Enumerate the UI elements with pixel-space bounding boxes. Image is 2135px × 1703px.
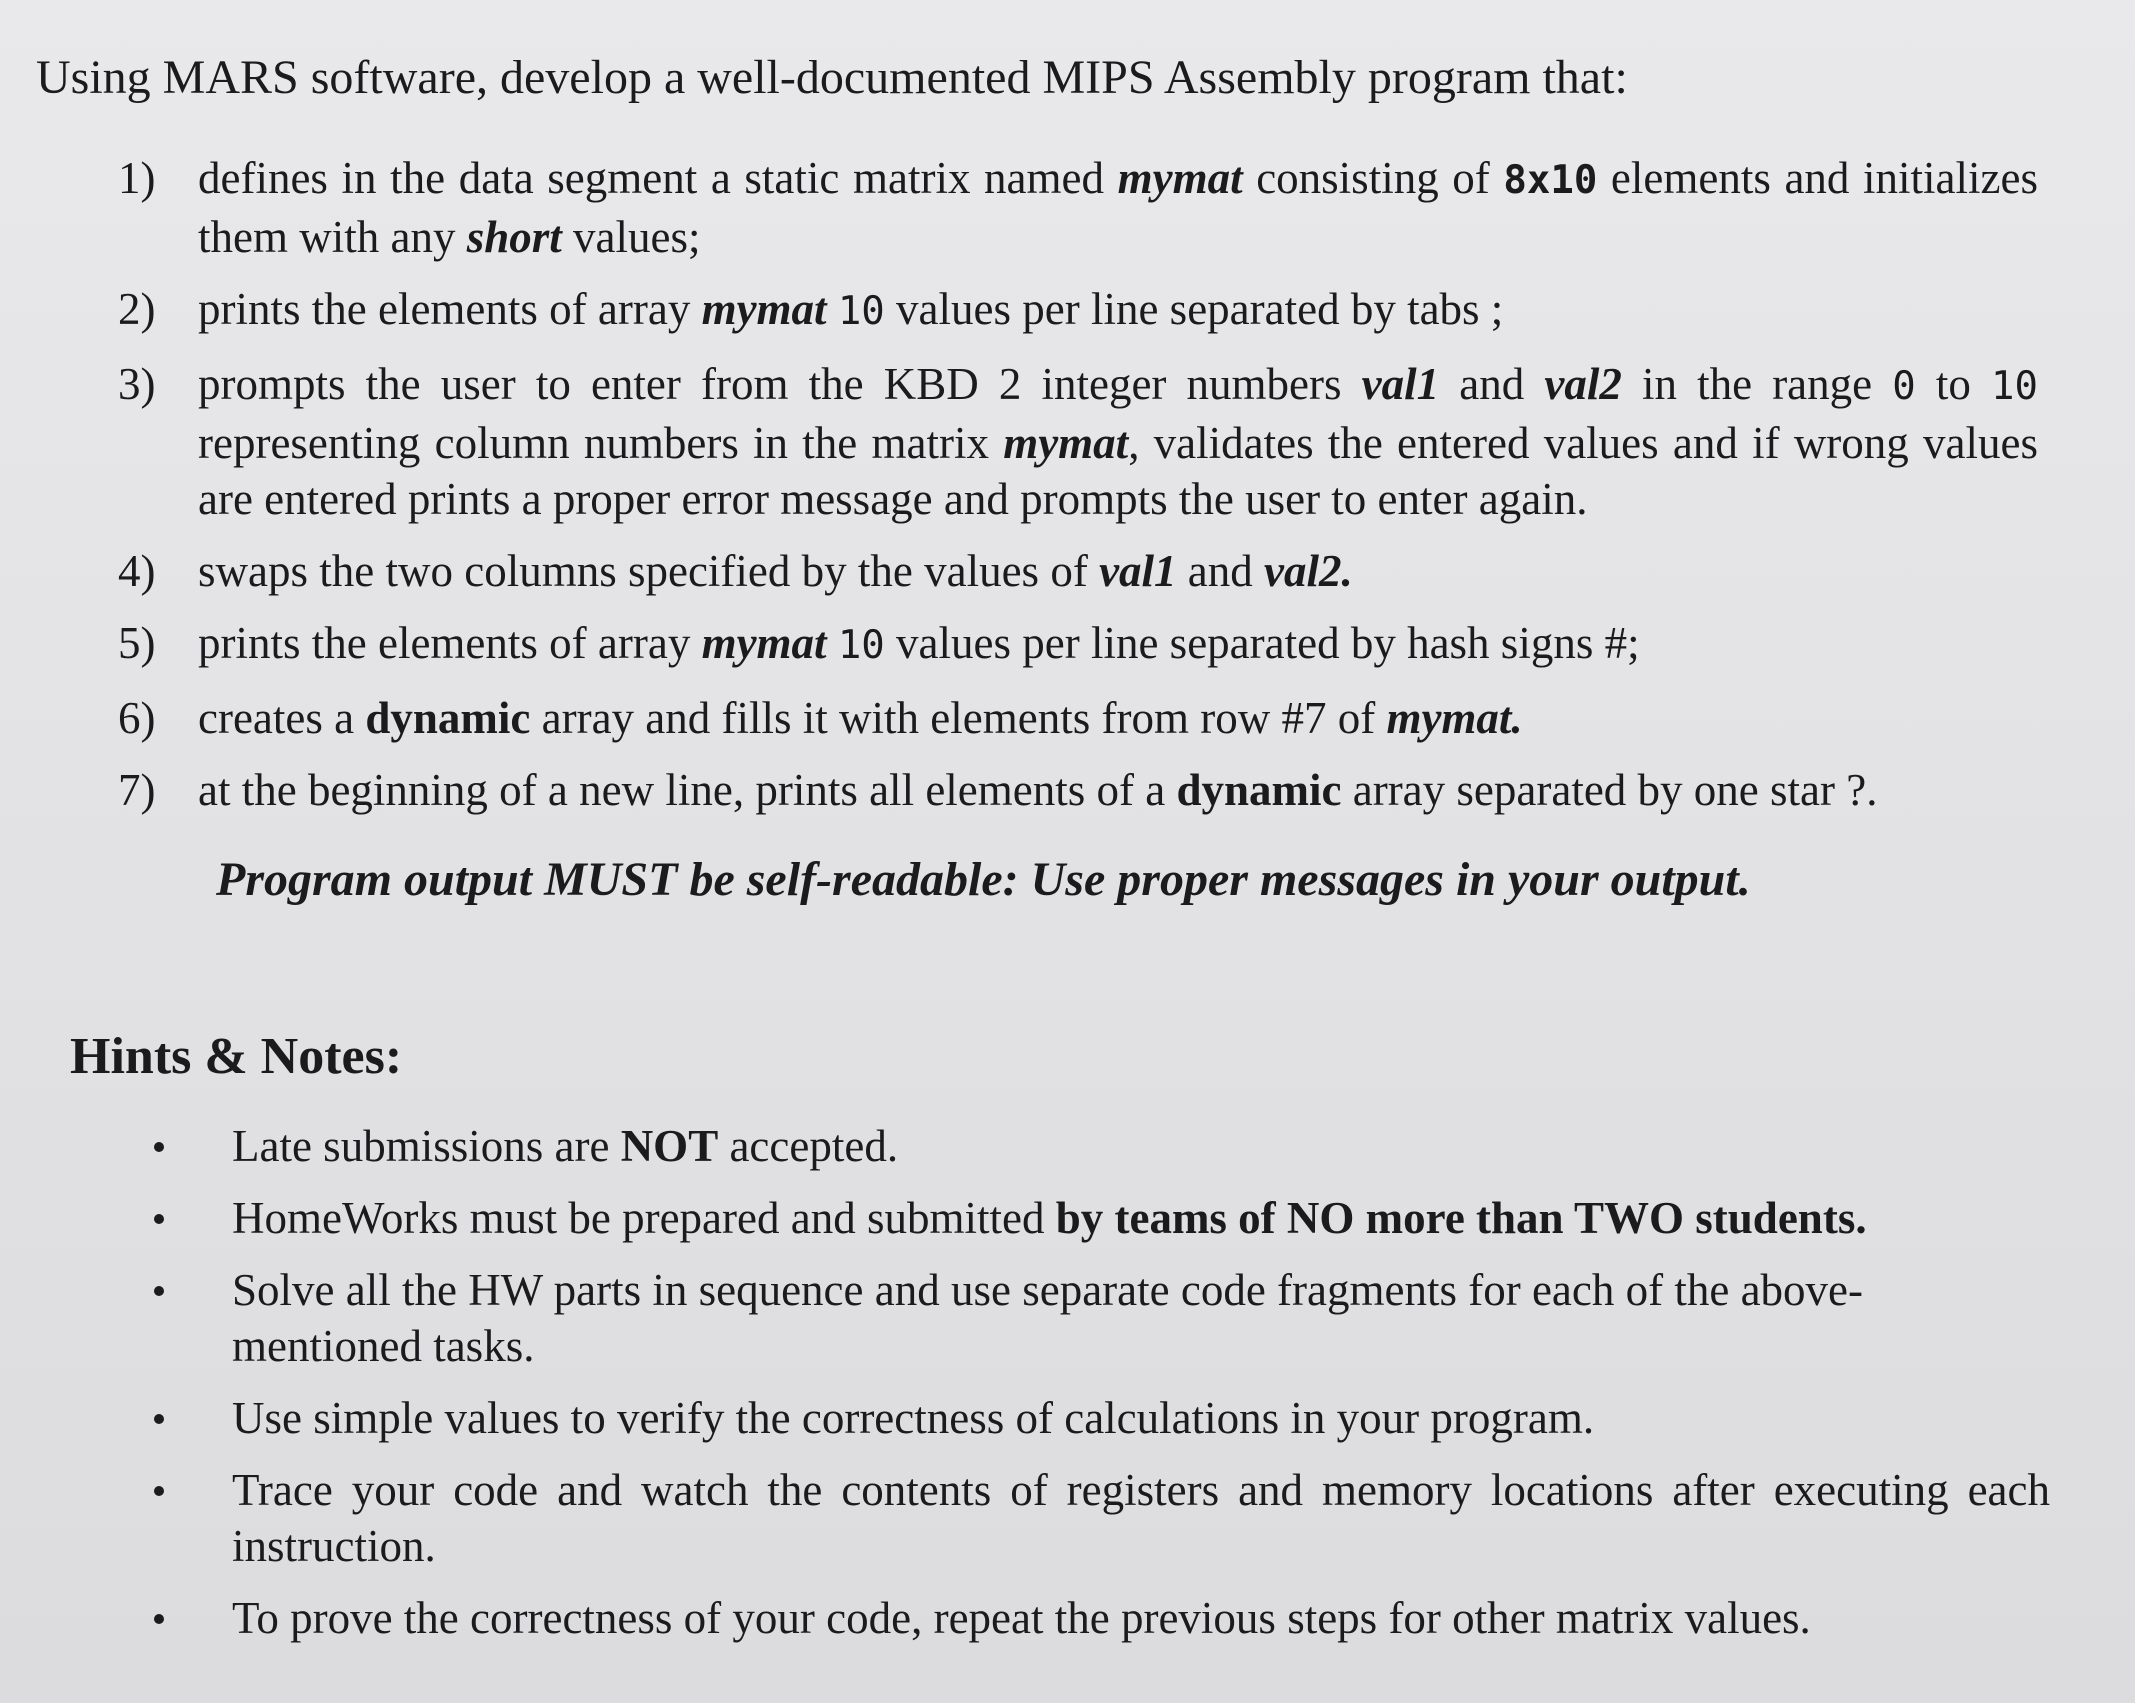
bullet-icon xyxy=(154,1214,164,1224)
keyword: short xyxy=(466,212,562,262)
bullet-icon xyxy=(154,1486,164,1496)
closing-note: Program output MUST be self-readable: Use proper messages in your output. xyxy=(216,853,1751,906)
code-value: 10 xyxy=(837,623,885,668)
keyword: mymat xyxy=(701,618,827,668)
text: and xyxy=(1176,546,1265,596)
text: prompts the user to enter from the KBD 2 integer numbers xyxy=(198,359,1362,409)
hint-item-4 xyxy=(150,1390,2050,1446)
intro-text: Using MARS software, develop a well-documented MIPS Assembly program that: xyxy=(36,51,1628,104)
hints-heading: Hints & Notes: xyxy=(70,1028,403,1085)
bullet-icon xyxy=(154,1286,164,1296)
hint-item-5 xyxy=(150,1462,2050,1574)
text: Use simple values to verify the correctness of calculations in your program. xyxy=(232,1393,1595,1443)
text: Late submissions are xyxy=(232,1121,621,1171)
text: array and fills it with elements from row #7 of xyxy=(530,693,1387,743)
bullet-icon xyxy=(154,1414,164,1424)
task-number: 2) xyxy=(118,284,156,334)
hint-item-6 xyxy=(150,1590,2050,1646)
emphasis: NOT xyxy=(620,1121,719,1171)
task-item-1 xyxy=(118,150,2038,265)
text: to xyxy=(1915,359,1992,409)
keyword: val2. xyxy=(1264,546,1353,596)
task-number: 5) xyxy=(118,618,156,668)
hint-item-1 xyxy=(150,1118,2050,1174)
keyword: mymat xyxy=(1117,153,1243,203)
keyword: dynamic xyxy=(1176,765,1342,815)
text: Solve all the HW parts in sequence and use separate code fragments for each of the above-mentioned tasks. xyxy=(232,1265,1864,1371)
bullet-icon xyxy=(154,1614,164,1624)
code-value: 10 xyxy=(837,289,885,334)
keyword: val1 xyxy=(1361,359,1440,409)
task-number: 6) xyxy=(118,693,156,743)
code-value: 0 xyxy=(1892,364,1916,409)
text: in the range xyxy=(1621,359,1893,409)
text: swaps the two columns specified by the values of xyxy=(198,546,1100,596)
text: prints the elements of array xyxy=(198,618,702,668)
task-item-4 xyxy=(118,543,2038,599)
task-item-5 xyxy=(118,615,2038,674)
text: prints the elements of array xyxy=(198,284,702,334)
text: accepted. xyxy=(718,1121,899,1171)
hint-item-2 xyxy=(150,1190,2050,1246)
task-number: 4) xyxy=(118,546,156,596)
text: array separated by one star ?. xyxy=(1341,765,1878,815)
code-value: 8x10 xyxy=(1503,158,1598,203)
bullet-icon xyxy=(154,1142,164,1152)
text: values per line separated by hash signs #; xyxy=(884,618,1640,668)
text: values per line separated by tabs ; xyxy=(884,284,1504,334)
task-number: 7) xyxy=(118,765,156,815)
keyword: val1 xyxy=(1099,546,1177,596)
keyword: dynamic xyxy=(365,693,531,743)
hint-item-3 xyxy=(150,1262,2050,1374)
text: defines in the data segment a static matrix named xyxy=(198,153,1118,203)
keyword: mymat. xyxy=(1386,693,1523,743)
text: at the beginning of a new line, prints all elements of a xyxy=(198,765,1177,815)
task-item-6 xyxy=(118,690,2038,746)
text: HomeWorks must be prepared and submitted xyxy=(232,1193,1056,1243)
task-item-3 xyxy=(118,356,2038,527)
task-list xyxy=(118,150,2038,834)
keyword: mymat xyxy=(1003,418,1129,468)
text: consisting of xyxy=(1242,153,1504,203)
text: values; xyxy=(561,212,701,262)
text: , validates the entered values and if wrong values are entered prints a proper error message and prompts the user to enter again. xyxy=(198,418,2038,524)
text: To prove the correctness of your code, repeat the previous steps for other matrix values. xyxy=(232,1593,1811,1643)
keyword: mymat xyxy=(701,284,827,334)
task-item-2 xyxy=(118,281,2038,340)
text: Trace your code and watch the contents of registers and memory locations after executing each instruction. xyxy=(232,1465,2050,1571)
hints-list xyxy=(150,1118,2050,1662)
text xyxy=(827,618,838,668)
text xyxy=(827,284,838,334)
text: creates a xyxy=(198,693,366,743)
text: representing column numbers in the matrix xyxy=(198,418,1004,468)
task-number: 3) xyxy=(118,359,156,409)
keyword: val2 xyxy=(1544,359,1622,409)
text: and xyxy=(1439,359,1545,409)
code-value: 10 xyxy=(1991,364,2038,409)
emphasis: by teams of NO more than TWO students. xyxy=(1055,1193,1867,1243)
task-item-7 xyxy=(118,762,2038,818)
task-number: 1) xyxy=(118,153,156,203)
text: elements and initializes them with any xyxy=(198,153,2038,262)
